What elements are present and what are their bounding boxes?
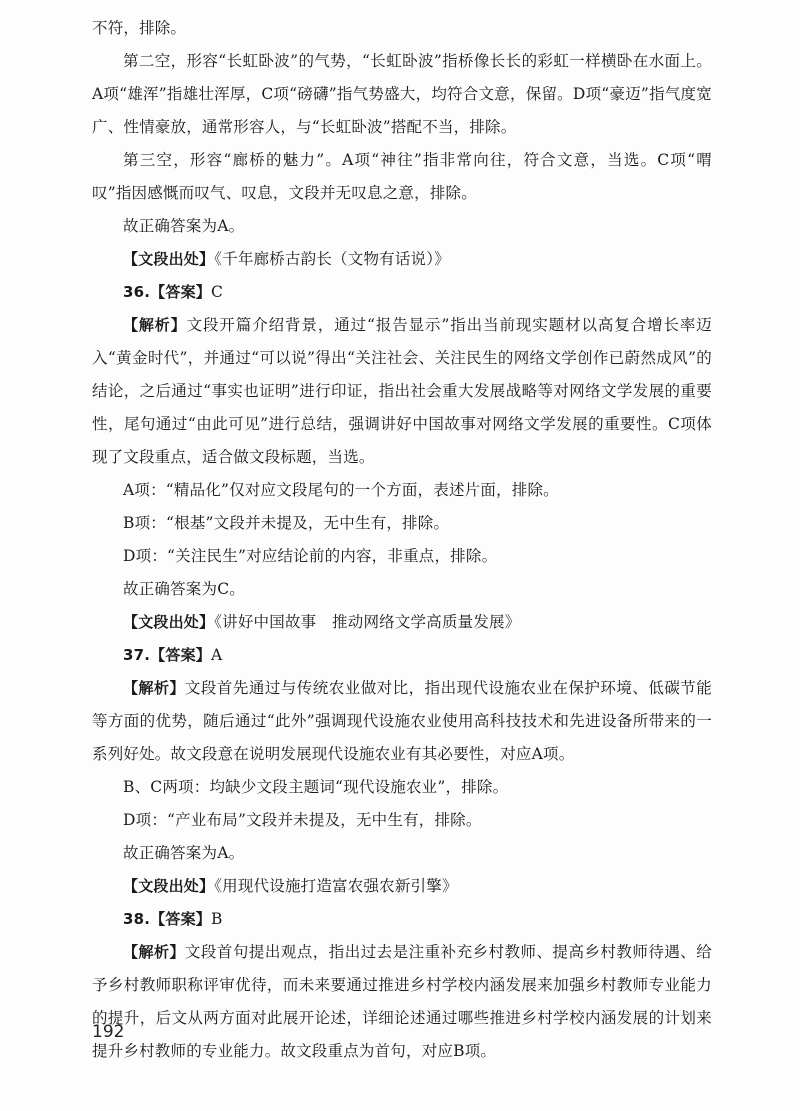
question-36-conclusion: 故正确答案为C。 — [123, 580, 245, 598]
question-37-answer: 37.【答案】A — [123, 646, 223, 664]
answer-label: 36.【答案】 — [123, 283, 211, 301]
question-37-option-bc: B、C两项：均缺少文段主题词“现代设施农业”，排除。 — [123, 778, 509, 796]
source-label: 【文段出处】 — [123, 877, 215, 895]
page-number: 192 — [92, 1022, 125, 1042]
question-37-option-d: D项：“产业布局”文段并未提及，无中生有，排除。 — [123, 811, 482, 829]
paragraph-source-35: 【文段出处】《千年廊桥古韵长（文物有话说）》 — [123, 250, 450, 268]
question-36-option-a: A项：“精品化”仅对应文段尾句的一个方面，表述片面，排除。 — [123, 481, 559, 499]
question-37-source: 【文段出处】《用现代设施打造富农强农新引擎》 — [123, 877, 458, 895]
source-label: 【文段出处】 — [123, 613, 215, 631]
analysis-label: 【解析】 — [123, 679, 185, 697]
page-body — [92, 12, 712, 1068]
analysis-label: 【解析】 — [123, 943, 185, 961]
question-38-analysis: 【解析】文段首句提出观点，指出过去是注重补充乡村教师、提高乡村教师待遇、给予乡村教师职称评审优待，而未来要通过推进乡村学校内涵发展来加强乡村教师专业能力的提升，后文从两方面对此展开论述，详细论述通过哪些推进乡村学校内涵发展的计划来提升乡村教师的专业能力。故文段重点为首句，对应B项。 — [92, 943, 712, 1060]
question-36-source: 【文段出处】《讲好中国故事 推动网络文学高质量发展》 — [123, 613, 521, 631]
paragraph-blank-3: 第三空，形容“廊桥的魅力”。A项“神往”指非常向往，符合文意，当选。C项“喟叹”指因感慨而叹气、叹息，文段并无叹息之意，排除。 — [92, 151, 712, 202]
source-label: 【文段出处】 — [123, 250, 215, 268]
question-38-answer: 38.【答案】B — [123, 910, 223, 928]
answer-label: 38.【答案】 — [123, 910, 211, 928]
question-36-option-d: D项：“关注民生”对应结论前的内容，非重点，排除。 — [123, 547, 498, 565]
analysis-label: 【解析】 — [123, 316, 187, 334]
question-36-option-b: B项：“根基”文段并未提及，无中生有，排除。 — [123, 514, 450, 532]
answer-label: 37.【答案】 — [123, 646, 211, 664]
paragraph-answer-35: 故正确答案为A。 — [123, 217, 245, 235]
paragraph-continuation: 不符，排除。 — [92, 19, 187, 37]
question-37-analysis: 【解析】文段首先通过与传统农业做对比，指出现代设施农业在保护环境、低碳节能等方面的优势，随后通过“此外”强调现代设施农业使用高科技技术和先进设备所带来的一系列好处。故文段意在说明发展现代设施农业有其必要性，对应A项。 — [92, 679, 712, 763]
question-36-analysis: 【解析】文段开篇介绍背景，通过“报告显示”指出当前现实题材以高复合增长率迈入“黄金时代”，并通过“可以说”得出“关注社会、关注民生的网络文学创作已蔚然成风”的结论，之后通过“事实也证明”进行印证，指出社会重大发展战略等对网络文学发展的重要性，尾句通过“由此可见”进行总结，强调讲好中国故事对网络文学发展的重要性。C项体现了文段重点，适合做文段标题，当选。 — [92, 316, 712, 466]
question-36-answer: 36.【答案】C — [123, 283, 224, 301]
paragraph-blank-2: 第二空，形容“长虹卧波”的气势，“长虹卧波”指桥像长长的彩虹一样横卧在水面上。A项“雄浑”指雄壮浑厚，C项“磅礴”指气势盛大，均符合文意，保留。D项“豪迈”指气度宽广、性情豪放，通常形容人，与“长虹卧波”搭配不当，排除。 — [92, 52, 712, 136]
question-37-conclusion: 故正确答案为A。 — [123, 844, 245, 862]
